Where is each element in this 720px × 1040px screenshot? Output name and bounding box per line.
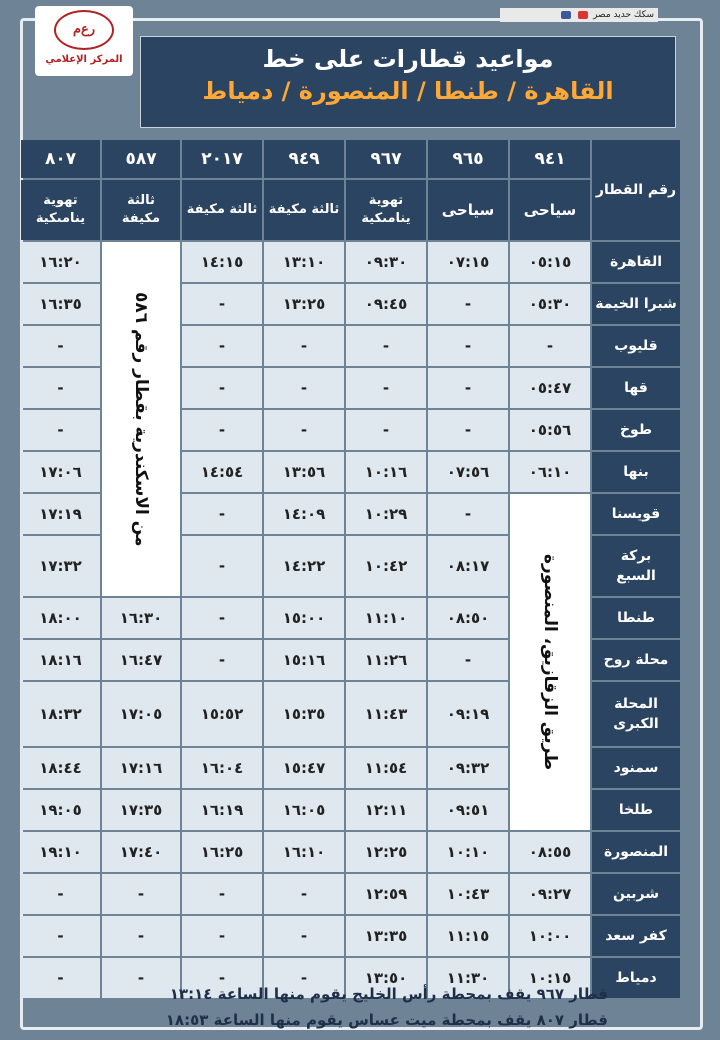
- time-cell: ١٩:١٠: [21, 832, 100, 872]
- time-cell: -: [264, 368, 344, 408]
- time-cell: ١٦:١٠: [264, 832, 344, 872]
- station-name: القاهرة: [592, 242, 680, 282]
- time-cell: -: [21, 874, 100, 914]
- time-cell: -: [428, 326, 508, 366]
- time-cell: ٠٥:١٥: [510, 242, 590, 282]
- time-cell: ١١:٢٦: [346, 640, 426, 680]
- time-cell: -: [21, 916, 100, 956]
- time-cell: ١٧:٣٢: [21, 536, 100, 596]
- time-cell: ٠٧:٥٦: [428, 452, 508, 492]
- time-cell: ١٠:٤٣: [428, 874, 508, 914]
- station-name: المنصورة: [592, 832, 680, 872]
- time-cell: ١٥:٣٥: [264, 682, 344, 746]
- time-cell: ١٧:٣٥: [102, 790, 180, 830]
- train-number: ٩٤٩: [264, 140, 344, 178]
- time-cell: ١٨:٠٠: [21, 598, 100, 638]
- time-cell: ١٣:٥٦: [264, 452, 344, 492]
- time-cell: -: [182, 494, 262, 534]
- logo-caption: المركز الإعلامي: [45, 54, 123, 65]
- station-name: طلخا: [592, 790, 680, 830]
- time-cell: -: [102, 958, 180, 998]
- station-name: دمياط: [592, 958, 680, 998]
- station-name: بنها: [592, 452, 680, 492]
- time-cell: -: [182, 326, 262, 366]
- time-cell: ١٤:٥٤: [182, 452, 262, 492]
- time-cell: -: [182, 410, 262, 450]
- time-cell: ١١:٥٤: [346, 748, 426, 788]
- time-cell: ١٠:١٦: [346, 452, 426, 492]
- time-cell: -: [428, 410, 508, 450]
- time-cell: -: [21, 410, 100, 450]
- time-cell: ٠٨:١٧: [428, 536, 508, 596]
- time-cell: ١٧:٤٠: [102, 832, 180, 872]
- time-cell: ٠٩:٣٢: [428, 748, 508, 788]
- time-cell: -: [21, 326, 100, 366]
- time-cell: ١٦:٢٠: [21, 242, 100, 282]
- time-cell: ١٣:٢٥: [264, 284, 344, 324]
- time-cell: ٠٨:٥٠: [428, 598, 508, 638]
- time-cell: ١٣:٥٠: [346, 958, 426, 998]
- time-cell: -: [264, 874, 344, 914]
- time-cell: ١٥:١٦: [264, 640, 344, 680]
- time-cell: -: [428, 640, 508, 680]
- time-cell: ١٠:١٠: [428, 832, 508, 872]
- train-number: ٩٦٧: [346, 140, 426, 178]
- time-cell: ١٦:٠٤: [182, 748, 262, 788]
- time-cell: ١٧:٠٥: [102, 682, 180, 746]
- footnote-967: قطار ٩٦٧ يقف بمحطة رأس الخليج يقوم منها الساعة ١٣:١٤: [169, 985, 608, 1003]
- time-cell: ٠٩:٤٥: [346, 284, 426, 324]
- time-cell: ١٨:١٦: [21, 640, 100, 680]
- time-cell: -: [21, 368, 100, 408]
- station-name: طنطا: [592, 598, 680, 638]
- time-cell: ١٤:١٥: [182, 242, 262, 282]
- footnote-807: قطار ٨٠٧ يقف بمحطة ميت عساس يقوم منها الساعة ١٨:٥٣: [165, 1011, 608, 1029]
- time-cell: ١٥:٤٧: [264, 748, 344, 788]
- time-cell: ١٥:٠٠: [264, 598, 344, 638]
- brand-text: سكك حديد مصر: [593, 10, 654, 20]
- time-cell: ٠٥:٣٠: [510, 284, 590, 324]
- time-cell: ١٦:٢٥: [182, 832, 262, 872]
- time-cell: -: [102, 874, 180, 914]
- time-cell: ١١:٤٣: [346, 682, 426, 746]
- time-cell: ٠٨:٥٥: [510, 832, 590, 872]
- time-cell: ١٠:٢٩: [346, 494, 426, 534]
- time-cell: -: [182, 958, 262, 998]
- time-cell: ١٤:٢٢: [264, 536, 344, 596]
- station-name: طوخ: [592, 410, 680, 450]
- route-note-941-text: طريق الزقازيق، المنصورة: [540, 553, 560, 771]
- origin-note-587-text: من الاسكندرية بقطار رقم ٥٨٦: [131, 291, 151, 547]
- time-cell: ١١:١٠: [346, 598, 426, 638]
- time-cell: -: [182, 368, 262, 408]
- train-number: ٨٠٧: [21, 140, 100, 178]
- train-type: سياحى: [510, 180, 590, 240]
- time-cell: ١٠:١٥: [510, 958, 590, 998]
- corner-header: رقم القطار: [592, 140, 680, 240]
- logo: [35, 6, 133, 76]
- origin-note-587: [102, 242, 180, 596]
- time-cell: ٠٩:١٩: [428, 682, 508, 746]
- train-type: ثالثة مكيفة: [182, 180, 262, 240]
- station-name: قها: [592, 368, 680, 408]
- route-subtitle: القاهرة / طنطا / المنصورة / دمياط: [202, 77, 614, 105]
- station-name: قويسنا: [592, 494, 680, 534]
- title-panel: [140, 36, 676, 128]
- page-title: مواعيد قطارات على خط: [262, 45, 554, 73]
- time-cell: ٠٩:٣٠: [346, 242, 426, 282]
- station-name: شربين: [592, 874, 680, 914]
- time-cell: -: [182, 916, 262, 956]
- time-cell: ١٦:١٩: [182, 790, 262, 830]
- time-cell: -: [264, 958, 344, 998]
- time-cell: ١٧:١٦: [102, 748, 180, 788]
- time-cell: ١٥:٥٢: [182, 682, 262, 746]
- train-number: ٩٦٥: [428, 140, 508, 178]
- time-cell: -: [428, 284, 508, 324]
- time-cell: -: [346, 326, 426, 366]
- time-cell: ١٣:١٠: [264, 242, 344, 282]
- time-cell: ٠٥:٤٧: [510, 368, 590, 408]
- time-cell: ١٦:٣٠: [102, 598, 180, 638]
- time-cell: -: [264, 410, 344, 450]
- time-cell: -: [264, 326, 344, 366]
- time-cell: ١٤:٠٩: [264, 494, 344, 534]
- time-cell: ١٦:٠٥: [264, 790, 344, 830]
- time-cell: ١٩:٠٥: [21, 790, 100, 830]
- time-cell: -: [102, 916, 180, 956]
- train-type: سياحى: [428, 180, 508, 240]
- station-name: قليوب: [592, 326, 680, 366]
- station-name: محلة روح: [592, 640, 680, 680]
- time-cell: ٠٥:٥٦: [510, 410, 590, 450]
- time-cell: -: [182, 640, 262, 680]
- time-cell: ١٨:٤٤: [21, 748, 100, 788]
- time-cell: ١٠:٤٢: [346, 536, 426, 596]
- logo-mark: ﺭﻉﻡ: [54, 10, 114, 50]
- station-name: بركة السبع: [592, 536, 680, 596]
- station-name: كفر سعد: [592, 916, 680, 956]
- time-cell: ٠٦:١٠: [510, 452, 590, 492]
- train-type: تهوية ينامىكية: [21, 180, 100, 240]
- train-number: ٢٠١٧: [182, 140, 262, 178]
- time-cell: ١٨:٣٢: [21, 682, 100, 746]
- time-cell: -: [182, 874, 262, 914]
- facebook-icon: [561, 11, 571, 19]
- time-cell: ١٢:٢٥: [346, 832, 426, 872]
- brand-bar: [500, 8, 658, 22]
- time-cell: ١٧:١٩: [21, 494, 100, 534]
- time-cell: -: [428, 494, 508, 534]
- station-name: شبرا الخيمة: [592, 284, 680, 324]
- time-cell: ١٦:٣٥: [21, 284, 100, 324]
- time-cell: -: [182, 536, 262, 596]
- train-type: ثالثة مكيفة: [102, 180, 180, 240]
- timetable: [35, 140, 680, 987]
- time-cell: -: [182, 598, 262, 638]
- time-cell: ٠٩:٥١: [428, 790, 508, 830]
- train-number: ٩٤١: [510, 140, 590, 178]
- time-cell: ١٢:١١: [346, 790, 426, 830]
- time-cell: -: [346, 368, 426, 408]
- time-cell: ٠٧:١٥: [428, 242, 508, 282]
- time-cell: ١١:١٥: [428, 916, 508, 956]
- time-cell: ١١:٣٠: [428, 958, 508, 998]
- time-cell: ٠٩:٢٧: [510, 874, 590, 914]
- time-cell: ١٦:٤٧: [102, 640, 180, 680]
- route-note-941: [510, 494, 590, 830]
- station-name: المحلة الكبرى: [592, 682, 680, 746]
- time-cell: -: [428, 368, 508, 408]
- train-type: تهوية ينامىكية: [346, 180, 426, 240]
- youtube-icon: [578, 11, 588, 19]
- time-cell: ١٧:٠٦: [21, 452, 100, 492]
- time-cell: -: [182, 284, 262, 324]
- time-cell: ١٣:٣٥: [346, 916, 426, 956]
- time-cell: -: [510, 326, 590, 366]
- train-number: ٥٨٧: [102, 140, 180, 178]
- train-type: ثالثة مكيفة: [264, 180, 344, 240]
- time-cell: ١٢:٥٩: [346, 874, 426, 914]
- time-cell: -: [21, 958, 100, 998]
- time-cell: -: [346, 410, 426, 450]
- time-cell: -: [264, 916, 344, 956]
- station-name: سمنود: [592, 748, 680, 788]
- time-cell: ١٠:٠٠: [510, 916, 590, 956]
